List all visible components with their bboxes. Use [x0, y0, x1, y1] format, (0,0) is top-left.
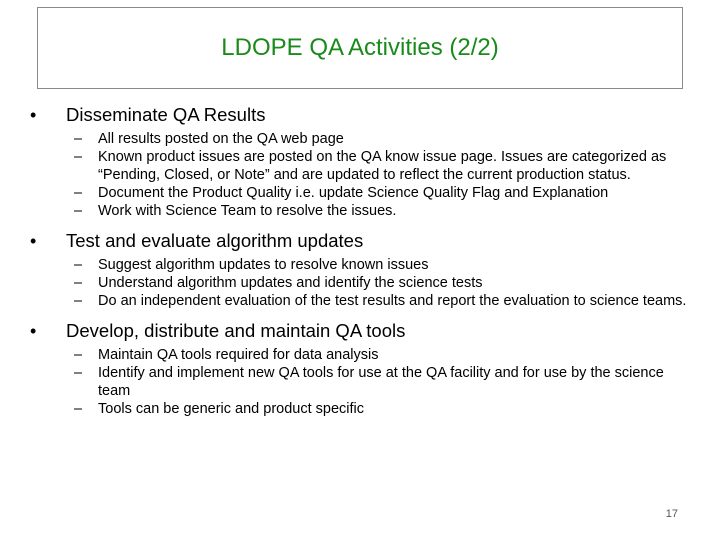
page-number: 17 — [665, 508, 678, 520]
slide-content — [30, 104, 690, 428]
section-heading: Disseminate QA Results — [66, 104, 266, 125]
list-item: – Do an independent evaluation of the test results and report the evaluation to science teams. — [30, 292, 690, 310]
list-item: – Maintain QA tools required for data analysis — [30, 346, 690, 364]
dash-icon: – — [74, 203, 83, 219]
list-item: – Identify and implement new QA tools for use at the QA facility and for use by the science team — [30, 364, 690, 400]
sub-list — [30, 130, 690, 220]
section-disseminate — [30, 104, 690, 220]
dash-icon: – — [74, 365, 83, 381]
bullet-icon: • — [30, 321, 37, 341]
dash-icon: – — [74, 149, 83, 165]
section-qa-tools — [30, 320, 690, 418]
dash-icon: – — [74, 131, 83, 147]
dash-icon: – — [74, 185, 83, 201]
dash-icon: – — [74, 293, 83, 309]
dash-icon: – — [74, 257, 83, 273]
dash-icon: – — [74, 401, 83, 417]
dash-icon: – — [74, 347, 83, 363]
sub-list — [30, 256, 690, 310]
bullet-icon: • — [30, 231, 37, 251]
list-item: – Tools can be generic and product specific — [30, 400, 690, 418]
list-item: – Known product issues are posted on the QA know issue page. Issues are categorized as “Pending, Closed, or Note” and are updated to reflect the current production status. — [30, 148, 690, 184]
section-heading: Develop, distribute and maintain QA tools — [66, 320, 406, 341]
section-test-evaluate — [30, 230, 690, 310]
title-box — [37, 7, 683, 89]
list-item: – Understand algorithm updates and identify the science tests — [30, 274, 690, 292]
section-heading: Test and evaluate algorithm updates — [66, 230, 364, 251]
sub-list — [30, 346, 690, 418]
slide-title: LDOPE QA Activities (2/2) — [221, 34, 499, 61]
list-item: – Document the Product Quality i.e. update Science Quality Flag and Explanation — [30, 184, 690, 202]
list-item: – All results posted on the QA web page — [30, 130, 690, 148]
list-item: – Work with Science Team to resolve the issues. — [30, 202, 690, 220]
list-item: – Suggest algorithm updates to resolve known issues — [30, 256, 690, 274]
bullet-icon: • — [30, 105, 37, 125]
dash-icon: – — [74, 275, 83, 291]
